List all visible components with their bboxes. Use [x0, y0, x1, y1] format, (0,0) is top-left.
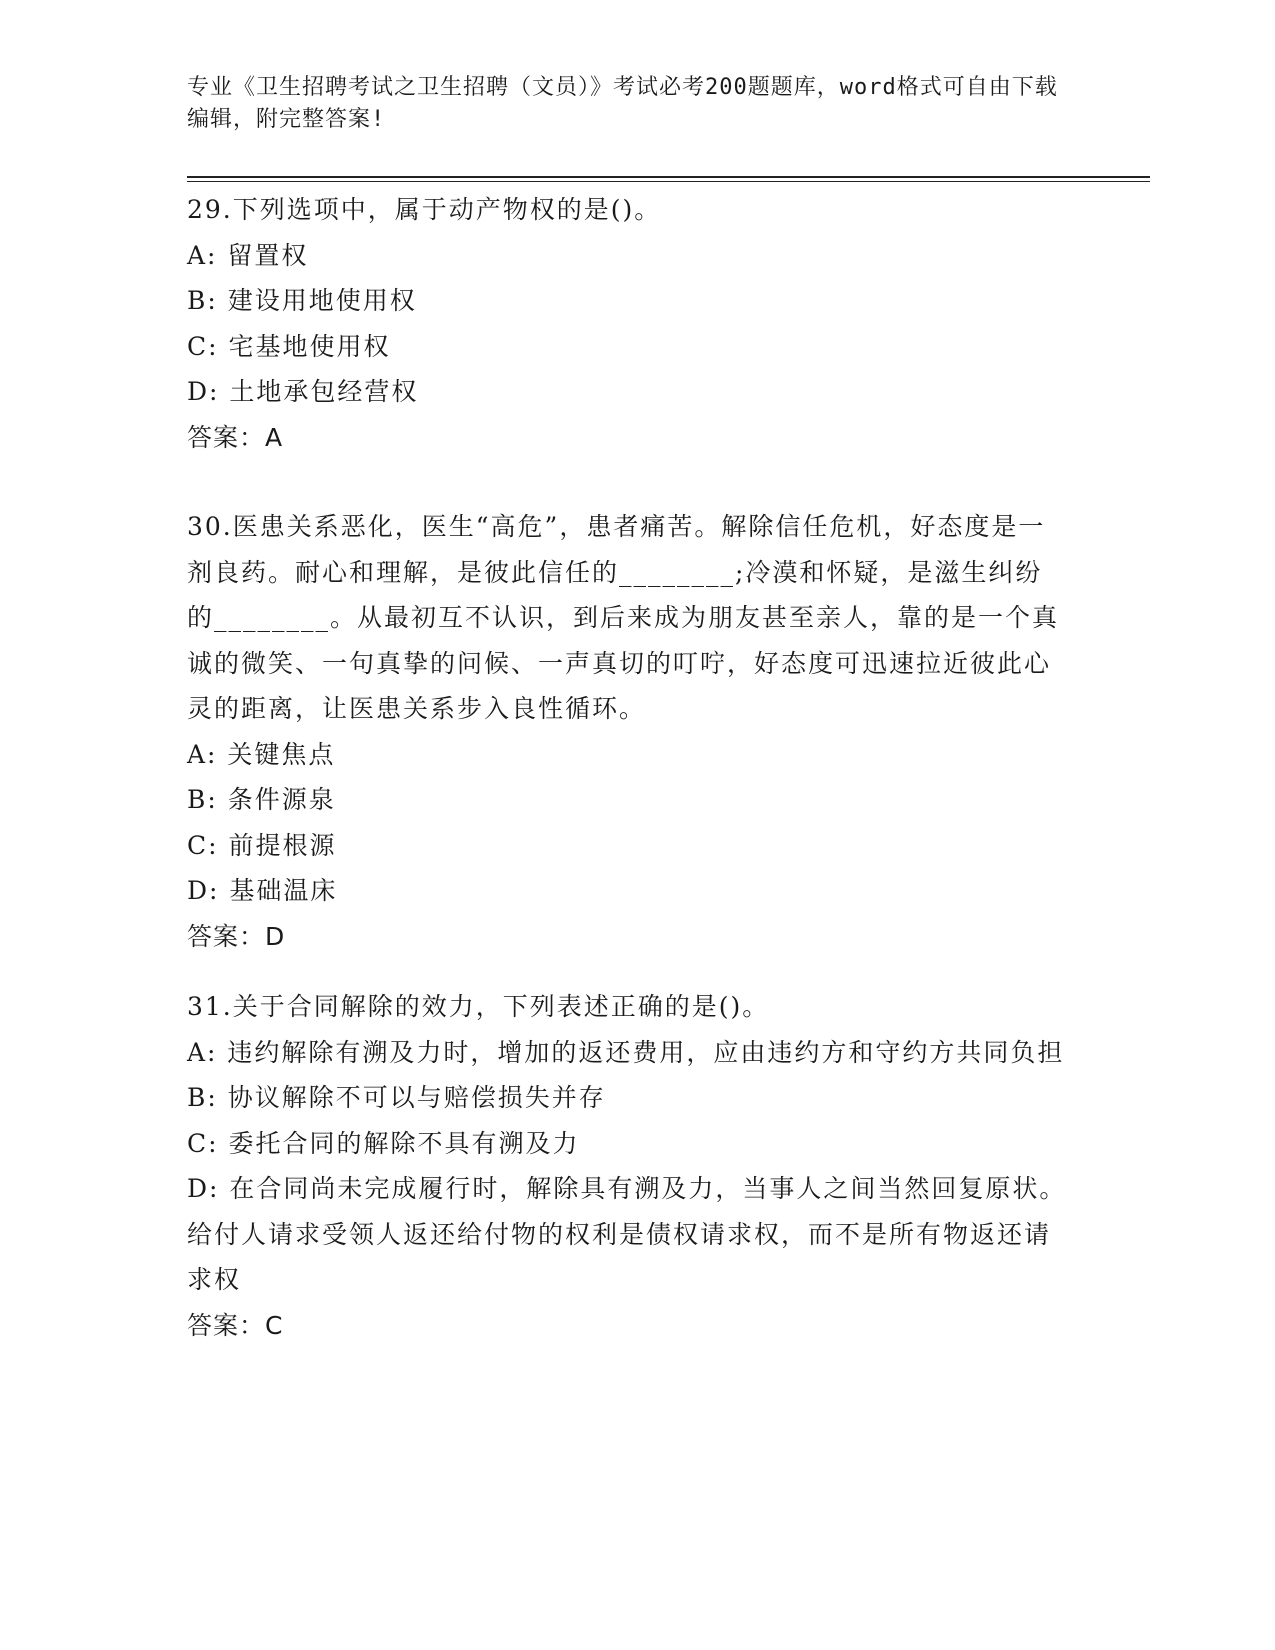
option-d: D: 在合同尚未完成履行时，解除具有溯及力，当事人之间当然回复原状。给付人请求受领人返还给付物的权利是债权请求权，而不是所有物返还请求权: [187, 1174, 1067, 1294]
option-b: B: 条件源泉: [187, 785, 336, 814]
question-31: [187, 984, 1067, 1348]
header-divider-thin: [187, 181, 1150, 182]
option-b: B: 建设用地使用权: [187, 286, 417, 315]
option-a: A: 关键焦点: [187, 739, 336, 769]
question-stem: 30.医患关系恶化，医生“高危”，患者痛苦。解除信任危机，好态度是一剂良药。耐心和理解，是彼此信任的________;冷漠和怀疑，是滋生纠纷的________。从最初互不认识，到后来成为朋友甚至亲人，靠的是一个真诚的微笑、一句真挚的问候、一声真切的叮咛，好态度可迅速拉近彼此心灵的距离，让医患关系步入良性循环。: [187, 512, 1060, 723]
option-d: D: 土地承包经营权: [187, 377, 419, 406]
question-stem: 29.下列选项中，属于动产物权的是()。: [187, 195, 662, 224]
answer: 答案：A: [187, 422, 284, 452]
option-c: C: 前提根源: [187, 830, 337, 860]
answer: 答案：C: [187, 1310, 284, 1340]
header-divider-thick: [187, 176, 1150, 178]
document-header: 专业《卫生招聘考试之卫生招聘（文员）》考试必考200题题库，word格式可自由下载编辑，附完整答案!: [187, 75, 1058, 132]
question-29: [187, 187, 1067, 460]
option-c: C: 宅基地使用权: [187, 331, 391, 361]
question-30: [187, 504, 1067, 959]
option-d: D: 基础温床: [187, 876, 338, 905]
question-stem: 31.关于合同解除的效力，下列表述正确的是()。: [187, 992, 770, 1021]
answer: 答案：D: [187, 921, 286, 951]
option-a: A: 违约解除有溯及力时，增加的返还费用，应由违约方和守约方共同负担: [187, 1037, 1065, 1067]
option-c: C: 委托合同的解除不具有溯及力: [187, 1128, 580, 1158]
option-b: B: 协议解除不可以与赔偿损失并存: [187, 1083, 606, 1112]
option-a: A: 留置权: [187, 240, 309, 270]
